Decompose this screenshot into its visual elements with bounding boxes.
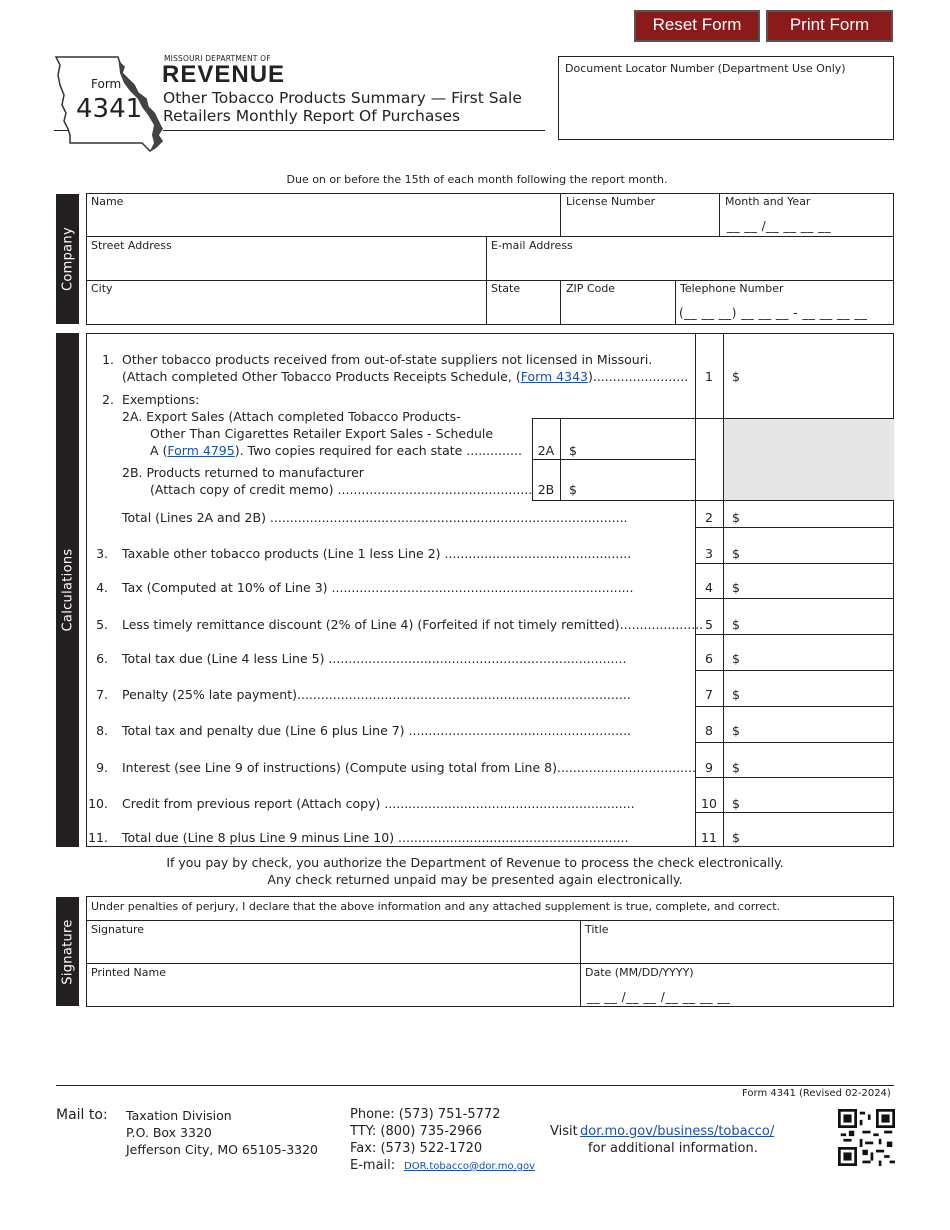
month-year-field[interactable]: Month and Year	[725, 195, 811, 208]
line2b-amount-field[interactable]: $	[569, 482, 577, 497]
line3-text: Taxable other tobacco products (Line 1 less Line 2) ...............................................	[122, 546, 632, 561]
box1-number: 1	[705, 369, 713, 384]
shaded-area	[724, 419, 894, 500]
line8-number: 8.	[96, 723, 108, 738]
printed-name-field[interactable]: Printed Name	[91, 966, 167, 979]
check-authorization-text: If you pay by check, you authorize the Department of Revenue to process the check electronically.	[166, 855, 784, 870]
box2b-number: 2B	[537, 482, 555, 497]
fax-text: Fax: (573) 522-1720	[350, 1141, 483, 1156]
line9-amount-field[interactable]: $	[732, 760, 740, 775]
line2-total-text: Total (Lines 2A and 2B) ..........................................................................................	[122, 510, 628, 525]
form-title-line2: Retailers Monthly Report Of Purchases	[163, 107, 461, 125]
form-label: Form	[91, 77, 122, 91]
dept-name-small: MISSOURI DEPARTMENT OF	[164, 54, 271, 63]
email-label: E-mail:	[350, 1158, 396, 1173]
line2b-text-a: 2B. Products returned to manufacturer	[122, 465, 364, 480]
line8-text: Total tax and penalty due (Line 6 plus Line 7) ........................................................	[122, 723, 632, 738]
line7-text: Penalty (25% late payment)....................................................................................	[122, 687, 631, 702]
line11-number: 11.	[88, 830, 108, 845]
box7-number: 7	[705, 687, 713, 702]
line2-exemptions: Exemptions:	[122, 392, 200, 407]
perjury-statement: Under penalties of perjury, I declare that the above information and any attached supplement is true, complete, and correct.	[91, 900, 781, 913]
address-line1: Taxation Division	[126, 1108, 232, 1123]
print-form-button[interactable]: Print Form	[766, 10, 893, 42]
document-locator-box[interactable]	[558, 56, 894, 140]
line9-number: 9.	[96, 760, 108, 775]
line2a-text-c: A (Form 4795). Two copies required for each state ..............	[150, 443, 522, 458]
reset-form-button[interactable]: Reset Form	[634, 10, 760, 42]
form-number: 4341	[76, 94, 143, 124]
title-field[interactable]: Title	[585, 923, 609, 936]
box5-number: 5	[705, 617, 713, 632]
tty-text: TTY: (800) 735-2966	[350, 1124, 483, 1139]
email-link[interactable]: DOR.tobacco@dor.mo.gov	[404, 1161, 536, 1172]
line6-text: Total tax due (Line 4 less Line 5) ...........................................................................	[122, 651, 627, 666]
line1-amount-field[interactable]: $	[732, 369, 740, 384]
state-field[interactable]: State	[491, 282, 521, 295]
website-link[interactable]: dor.mo.gov/business/tobacco/	[580, 1124, 775, 1139]
box2-number: 2	[705, 510, 713, 525]
line4-amount-field[interactable]: $	[732, 580, 740, 595]
line7-amount-field[interactable]: $	[732, 687, 740, 702]
calculations-section-bar: Calculations	[56, 333, 79, 847]
month-year-mask: __ __ /__ __ __ __	[727, 219, 832, 233]
form-4343-link[interactable]: Form 4343	[520, 369, 588, 384]
visit-text: Visit	[550, 1124, 578, 1139]
form-4795-link[interactable]: Form 4795	[167, 443, 235, 458]
city-field[interactable]: City	[91, 282, 113, 295]
line2a-amount-field[interactable]: $	[569, 443, 577, 458]
name-field[interactable]: Name	[91, 195, 124, 208]
telephone-field[interactable]: Telephone Number	[680, 282, 784, 295]
qr-code-icon	[838, 1109, 895, 1166]
revenue-logo-text: REVENUE	[162, 61, 286, 88]
line1-number: 1.	[102, 352, 114, 367]
box11-number: 11	[701, 830, 717, 845]
license-number-field[interactable]: License Number	[566, 195, 656, 208]
line9-text: Interest (see Line 9 of instructions) (Compute using total from Line 8)...................................	[122, 760, 697, 775]
company-section-bar: Company	[56, 194, 79, 324]
line5-number: 5.	[96, 617, 108, 632]
box6-number: 6	[705, 651, 713, 666]
box9-number: 9	[705, 760, 713, 775]
date-field[interactable]: Date (MM/DD/YYYY)	[585, 966, 694, 979]
line10-number: 10.	[88, 796, 108, 811]
box2a-number: 2A	[537, 443, 555, 458]
line3-amount-field[interactable]: $	[732, 546, 740, 561]
line2a-text-a: 2A. Export Sales (Attach completed Tobacco Products-	[122, 409, 461, 424]
line3-number: 3.	[96, 546, 108, 561]
line10-text: Credit from previous report (Attach copy) ...............................................................	[122, 796, 635, 811]
line5-text: Less timely remittance discount (2% of Line 4) (Forfeited if not timely remitted).....................	[122, 617, 704, 632]
phone-text: Phone: (573) 751-5772	[350, 1107, 501, 1122]
form-revision: Form 4341 (Revised 02-2024)	[742, 1088, 891, 1099]
email-address-field[interactable]: E-mail Address	[491, 239, 573, 252]
line4-text: Tax (Computed at 10% of Line 3) ............................................................................	[122, 580, 634, 595]
line2b-text-b: (Attach copy of credit memo) .................................................	[150, 482, 533, 497]
mail-to-label: Mail to:	[56, 1107, 108, 1123]
line2-number: 2.	[102, 392, 114, 407]
box3-number: 3	[705, 546, 713, 561]
date-mask: __ __ /__ __ /__ __ __ __	[587, 990, 731, 1004]
additional-info-text: for additional information.	[588, 1141, 758, 1156]
telephone-mask: (__ __ __) __ __ __ - __ __ __ __	[679, 306, 868, 320]
line2-amount-field[interactable]: $	[732, 510, 740, 525]
box4-number: 4	[705, 580, 713, 595]
line4-number: 4.	[96, 580, 108, 595]
signature-field[interactable]: Signature	[91, 923, 145, 936]
line1-text-b: (Attach completed Other Tobacco Products Receipts Schedule, (Form 4343)........................	[122, 369, 689, 384]
line6-amount-field[interactable]: $	[732, 651, 740, 666]
due-date-text: Due on or before the 15th of each month following the report month.	[286, 173, 668, 186]
line8-amount-field[interactable]: $	[732, 723, 740, 738]
check-returned-text: Any check returned unpaid may be presented again electronically.	[267, 872, 683, 887]
document-locator-label: Document Locator Number (Department Use Only)	[565, 62, 846, 75]
box10-number: 10	[701, 796, 717, 811]
street-address-field[interactable]: Street Address	[91, 239, 172, 252]
signature-section-bar: Signature	[56, 897, 79, 1006]
line7-number: 7.	[96, 687, 108, 702]
line10-amount-field[interactable]: $	[732, 796, 740, 811]
line2a-text-b: Other Than Cigarettes Retailer Export Sales - Schedule	[150, 426, 494, 441]
form-title-line1: Other Tobacco Products Summary — First Sale	[163, 89, 522, 107]
address-line3: Jefferson City, MO 65105-3320	[126, 1142, 319, 1157]
line1-text-a: Other tobacco products received from out-of-state suppliers not licensed in Missouri.	[122, 352, 653, 367]
zip-code-field[interactable]: ZIP Code	[566, 282, 616, 295]
line11-amount-field[interactable]: $	[732, 830, 740, 845]
box8-number: 8	[705, 723, 713, 738]
line11-text: Total due (Line 8 plus Line 9 minus Line 10) ..........................................................	[122, 830, 629, 845]
line6-number: 6.	[96, 651, 108, 666]
line5-amount-field[interactable]: $	[732, 617, 740, 632]
address-line2: P.O. Box 3320	[126, 1125, 212, 1140]
